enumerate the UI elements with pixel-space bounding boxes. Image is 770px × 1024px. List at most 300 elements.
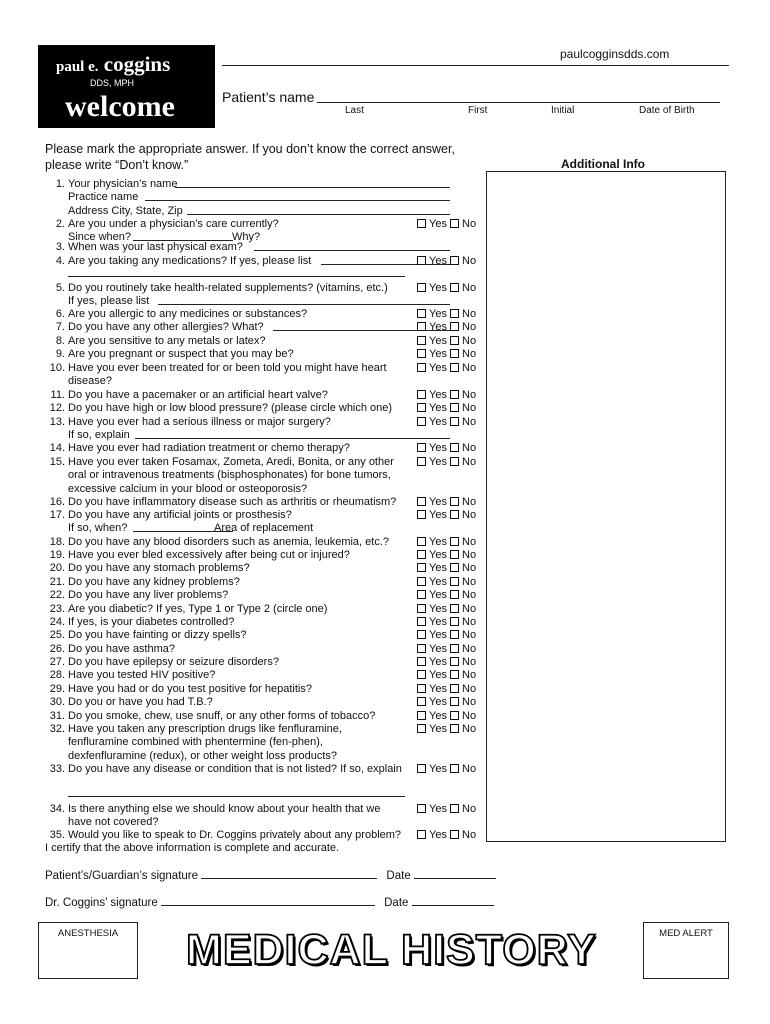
question-number: 7. [55, 321, 65, 333]
patient-name-field[interactable] [317, 102, 720, 103]
website-url: paulcogginsdds.com [560, 47, 670, 61]
question-number: 34. [49, 803, 65, 815]
no-label: No [462, 616, 477, 628]
doctor-date-label: Date [384, 897, 409, 909]
yes-label: Yes [429, 321, 447, 333]
yes-label: Yes [429, 496, 447, 508]
no-label: No [462, 255, 477, 267]
yes-no-options [417, 549, 476, 562]
no-checkbox[interactable] [450, 724, 459, 733]
question-row [45, 736, 495, 749]
yes-checkbox[interactable] [417, 403, 426, 412]
answer-blank[interactable] [254, 241, 450, 251]
additional-info-heading: Additional Info [561, 157, 645, 171]
no-checkbox[interactable] [450, 336, 459, 345]
yes-label: Yes [429, 763, 447, 775]
question-row [45, 362, 495, 375]
no-checkbox[interactable] [450, 457, 459, 466]
question-number: 25. [49, 629, 65, 641]
yes-label: Yes [429, 603, 447, 615]
certify-statement: I certify that the above information is complete and accurate. [45, 842, 340, 854]
question-text: Do you have epilepsy or seizure disorders? [68, 656, 279, 668]
yes-checkbox[interactable] [417, 563, 426, 572]
question-number: 26. [49, 643, 65, 655]
question-text: have not covered? [68, 816, 159, 829]
question-text: Do you have inflammatory disease such as arthritis or rheumatism? [68, 496, 397, 508]
question-text: If so, explain [68, 429, 130, 442]
question-row [45, 241, 495, 254]
initial-caption: Initial [551, 105, 575, 116]
yes-checkbox[interactable] [417, 322, 426, 331]
patient-signature-field[interactable] [201, 869, 377, 879]
question-row [45, 308, 495, 321]
no-label: No [462, 562, 477, 574]
question-number: 23. [49, 603, 65, 615]
question-row [45, 723, 495, 736]
no-label: No [462, 335, 477, 347]
yes-checkbox[interactable] [417, 283, 426, 292]
patient-signature-label: Patient’s/Guardian’s signature [45, 870, 199, 882]
yes-checkbox[interactable] [417, 309, 426, 318]
question-text: Would you like to speak to Dr. Coggins privately about any problem? [68, 829, 402, 841]
question-text: Have you ever been treated for or been told you might have heart [68, 362, 387, 374]
question-text: Why? [232, 231, 261, 244]
no-label: No [462, 308, 477, 320]
question-number: 2. [55, 218, 65, 230]
doctor-signature-label: Dr. Coggins’ signature [45, 897, 158, 909]
patient-name-label: Patient’s name [222, 89, 315, 105]
yes-checkbox[interactable] [417, 697, 426, 706]
question-text: Address City, State, Zip [68, 204, 183, 217]
no-checkbox[interactable] [450, 697, 459, 706]
yes-no-options [417, 643, 476, 656]
yes-label: Yes [429, 589, 447, 601]
no-checkbox[interactable] [450, 617, 459, 626]
doctor-signature-field[interactable] [161, 896, 375, 906]
question-number: 31. [49, 710, 65, 722]
question-row [45, 496, 495, 509]
question-row [45, 469, 495, 482]
no-checkbox[interactable] [450, 590, 459, 599]
question-row [45, 696, 495, 709]
yes-no-options [417, 589, 476, 602]
no-label: No [462, 218, 477, 230]
yes-checkbox[interactable] [417, 804, 426, 813]
question-text: If so, when? [68, 522, 128, 535]
yes-no-options [417, 362, 476, 375]
yes-label: Yes [429, 282, 447, 294]
question-row [45, 562, 495, 575]
yes-checkbox[interactable] [417, 497, 426, 506]
question-row [45, 416, 495, 429]
no-checkbox[interactable] [450, 670, 459, 679]
no-checkbox[interactable] [450, 390, 459, 399]
yes-no-options [417, 442, 476, 455]
yes-label: Yes [429, 536, 447, 548]
question-row [45, 522, 495, 535]
yes-no-options [417, 710, 476, 723]
yes-checkbox[interactable] [417, 349, 426, 358]
yes-no-options [417, 616, 476, 629]
yes-label: Yes [429, 576, 447, 588]
no-checkbox[interactable] [450, 283, 459, 292]
no-checkbox[interactable] [450, 537, 459, 546]
no-checkbox[interactable] [450, 830, 459, 839]
question-number: 14. [49, 442, 65, 454]
yes-label: Yes [429, 335, 447, 347]
question-row [45, 218, 495, 231]
yes-label: Yes [429, 416, 447, 428]
yes-no-options [417, 308, 476, 321]
no-label: No [462, 536, 477, 548]
yes-checkbox[interactable] [417, 256, 426, 265]
yes-no-options [417, 669, 476, 682]
yes-no-options [417, 348, 476, 361]
question-text: Have you tested HIV positive? [68, 669, 216, 681]
no-checkbox[interactable] [450, 309, 459, 318]
yes-no-options [417, 562, 476, 575]
no-label: No [462, 723, 477, 735]
yes-no-options [417, 496, 476, 509]
header-rule [222, 65, 729, 66]
question-number: 32. [49, 723, 65, 735]
question-row [45, 669, 495, 682]
question-number: 27. [49, 656, 65, 668]
yes-label: Yes [429, 829, 447, 841]
no-checkbox[interactable] [450, 630, 459, 639]
no-checkbox[interactable] [450, 657, 459, 666]
no-checkbox[interactable] [450, 417, 459, 426]
yes-checkbox[interactable] [417, 577, 426, 586]
yes-label: Yes [429, 562, 447, 574]
yes-checkbox[interactable] [417, 550, 426, 559]
yes-checkbox[interactable] [417, 724, 426, 733]
yes-checkbox[interactable] [417, 604, 426, 613]
question-text: If yes, is your diabetes controlled? [68, 616, 235, 628]
question-row [45, 710, 495, 723]
yes-label: Yes [429, 803, 447, 815]
yes-no-options [417, 723, 476, 736]
no-label: No [462, 603, 477, 615]
instructions: Please mark the appropriate answer. If you don’t know the correct answer, please write “Don’t know.” [45, 142, 455, 172]
yes-no-options [417, 829, 476, 842]
yes-no-options [417, 321, 476, 334]
question-row [45, 402, 495, 415]
question-row [45, 683, 495, 696]
question-row [45, 375, 495, 388]
yes-label: Yes [429, 218, 447, 230]
yes-checkbox[interactable] [417, 764, 426, 773]
question-row [45, 829, 495, 842]
question-row [45, 282, 495, 295]
no-label: No [462, 496, 477, 508]
question-number: 24. [49, 616, 65, 628]
no-checkbox[interactable] [450, 497, 459, 506]
yes-label: Yes [429, 402, 447, 414]
question-row [45, 803, 495, 816]
question-text: Are you sensitive to any metals or latex? [68, 335, 266, 347]
yes-label: Yes [429, 669, 447, 681]
practice-logo [38, 45, 215, 128]
logo-welcome: welcome [65, 90, 175, 123]
question-row [45, 255, 495, 268]
anesthesia-box[interactable]: ANESTHESIA [38, 922, 138, 979]
question-text: Have you ever bled excessively after being cut or injured? [68, 549, 350, 561]
question-row [45, 643, 495, 656]
question-number: 17. [49, 509, 65, 521]
no-label: No [462, 656, 477, 668]
logo-first-name: paul e. [56, 59, 99, 75]
yes-label: Yes [429, 456, 447, 468]
yes-checkbox[interactable] [417, 644, 426, 653]
yes-no-options [417, 402, 476, 415]
yes-checkbox[interactable] [417, 670, 426, 679]
no-label: No [462, 803, 477, 815]
question-text: Do you or have you had T.B.? [68, 696, 213, 708]
yes-checkbox[interactable] [417, 657, 426, 666]
question-number: 3. [55, 241, 65, 253]
question-text: If yes, please list [68, 295, 150, 308]
no-checkbox[interactable] [450, 256, 459, 265]
question-text: Are you diabetic? If yes, Type 1 or Type 2 (circle one) [68, 603, 328, 615]
no-checkbox[interactable] [450, 322, 459, 331]
no-checkbox[interactable] [450, 219, 459, 228]
yes-label: Yes [429, 362, 447, 374]
no-checkbox[interactable] [450, 604, 459, 613]
logo-name [56, 52, 170, 77]
no-label: No [462, 416, 477, 428]
yes-no-options [417, 696, 476, 709]
no-checkbox[interactable] [450, 563, 459, 572]
yes-label: Yes [429, 683, 447, 695]
answer-blank[interactable] [133, 522, 233, 532]
yes-no-options [417, 282, 476, 295]
no-label: No [462, 402, 477, 414]
no-label: No [462, 696, 477, 708]
question-text: Do you have any kidney problems? [68, 576, 240, 588]
question-row [45, 348, 495, 361]
answer-blank[interactable] [187, 205, 450, 215]
no-checkbox[interactable] [450, 363, 459, 372]
question-row [45, 763, 495, 776]
yes-label: Yes [429, 348, 447, 360]
no-checkbox[interactable] [450, 550, 459, 559]
yes-checkbox[interactable] [417, 219, 426, 228]
question-text: dexfenfluramine (redux), or other weight loss products? [68, 749, 338, 762]
yes-no-options [417, 763, 476, 776]
yes-label: Yes [429, 643, 447, 655]
page-title: MEDICAL HISTORY [186, 926, 597, 974]
question-number: 1. [55, 178, 65, 190]
question-row [45, 616, 495, 629]
no-label: No [462, 589, 477, 601]
no-label: No [462, 576, 477, 588]
yes-no-options [417, 576, 476, 589]
question-number: 33. [49, 763, 65, 775]
no-label: No [462, 683, 477, 695]
question-row [45, 205, 495, 218]
yes-no-options [417, 389, 476, 402]
no-checkbox[interactable] [450, 443, 459, 452]
no-checkbox[interactable] [450, 684, 459, 693]
no-label: No [462, 669, 477, 681]
question-number: 12. [49, 402, 65, 414]
question-number: 15. [49, 456, 65, 468]
no-label: No [462, 643, 477, 655]
question-number: 4. [55, 255, 65, 267]
answer-blank[interactable] [133, 231, 233, 241]
question-text: Area of replacement [214, 522, 314, 535]
no-checkbox[interactable] [450, 577, 459, 586]
no-label: No [462, 362, 477, 374]
question-text: Do you smoke, chew, use snuff, or any other forms of tobacco? [68, 710, 376, 722]
no-label: No [462, 829, 477, 841]
logo-credentials: DDS, MPH [90, 78, 135, 88]
yes-no-options [417, 456, 476, 469]
yes-checkbox[interactable] [417, 390, 426, 399]
question-row [45, 656, 495, 669]
no-label: No [462, 442, 477, 454]
no-checkbox[interactable] [450, 764, 459, 773]
question-row [45, 629, 495, 642]
yes-checkbox[interactable] [417, 617, 426, 626]
question-text: Have you ever taken Fosamax, Zometa, Aredi, Bonita, or any other [68, 456, 394, 468]
additional-info-box[interactable] [486, 171, 726, 842]
question-number: 11. [50, 389, 65, 401]
question-number: 30. [49, 696, 65, 708]
dob-caption: Date of Birth [639, 105, 695, 116]
question-number: 29. [49, 683, 65, 695]
yes-label: Yes [429, 389, 447, 401]
doctor-date-field[interactable] [412, 896, 494, 906]
no-label: No [462, 321, 477, 333]
yes-no-options [417, 255, 476, 268]
yes-checkbox[interactable] [417, 417, 426, 426]
yes-label: Yes [429, 308, 447, 320]
question-number: 5. [55, 282, 65, 294]
question-number: 22. [49, 589, 65, 601]
yes-no-options [417, 335, 476, 348]
question-text: disease? [68, 375, 113, 388]
yes-label: Yes [429, 656, 447, 668]
question-row [45, 442, 495, 455]
question-number: 21. [49, 576, 65, 588]
question-number: 19. [49, 549, 65, 561]
med-alert-box[interactable]: MED ALERT [643, 922, 729, 979]
answer-blank[interactable] [158, 295, 450, 305]
answer-blank[interactable] [145, 191, 450, 201]
question-text: fenfluramine combined with phentermine (fen-phen), [68, 736, 323, 749]
question-row [45, 589, 495, 602]
question-row [45, 295, 495, 308]
yes-checkbox[interactable] [417, 590, 426, 599]
no-label: No [462, 509, 477, 521]
question-row [45, 509, 495, 522]
answer-blank[interactable] [68, 796, 405, 797]
answer-blank[interactable] [68, 276, 405, 277]
yes-checkbox[interactable] [417, 336, 426, 345]
no-checkbox[interactable] [450, 711, 459, 720]
question-row [45, 549, 495, 562]
question-text: Since when? [68, 231, 131, 244]
question-text: Is there anything else we should know about your health that we [68, 803, 381, 815]
yes-checkbox[interactable] [417, 457, 426, 466]
question-number: 6. [55, 308, 65, 320]
no-label: No [462, 389, 477, 401]
question-text: Do you have any stomach problems? [68, 562, 250, 574]
question-text: Do you have any blood disorders such as anemia, leukemia, etc.? [68, 536, 390, 548]
no-checkbox[interactable] [450, 349, 459, 358]
question-text: Do you have fainting or dizzy spells? [68, 629, 247, 641]
question-row [45, 603, 495, 616]
yes-checkbox[interactable] [417, 537, 426, 546]
yes-no-options [417, 803, 476, 816]
no-checkbox[interactable] [450, 804, 459, 813]
question-row [45, 576, 495, 589]
question-number: 10. [49, 362, 65, 374]
question-text: Have you ever had radiation treatment or chemo therapy? [68, 442, 350, 454]
no-label: No [462, 763, 477, 775]
patient-signature-row [45, 869, 496, 882]
patient-date-label: Date [386, 870, 411, 882]
no-checkbox[interactable] [450, 510, 459, 519]
question-row [45, 335, 495, 348]
yes-checkbox[interactable] [417, 443, 426, 452]
question-text: Are you under a physician’s care currently? [68, 218, 279, 230]
question-text: When was your last physical exam? [68, 241, 243, 253]
question-text: Do you routinely take health-related supplements? (vitamins, etc.) [68, 282, 388, 294]
yes-checkbox[interactable] [417, 684, 426, 693]
answer-blank[interactable] [175, 178, 450, 188]
question-number: 13. [49, 416, 65, 428]
yes-checkbox[interactable] [417, 830, 426, 839]
question-text: excessive calcium in your blood or osteoporosis? [68, 482, 308, 495]
no-label: No [462, 629, 477, 641]
question-number: 8. [55, 335, 65, 347]
question-text: Have you taken any prescription drugs like fenfluramine, [68, 723, 342, 735]
no-label: No [462, 456, 477, 468]
no-label: No [462, 282, 477, 294]
yes-checkbox[interactable] [417, 630, 426, 639]
patient-date-field[interactable] [414, 869, 496, 879]
yes-checkbox[interactable] [417, 711, 426, 720]
yes-no-options [417, 416, 476, 429]
question-row [45, 321, 495, 334]
question-text: Do you have high or low blood pressure? (please circle which one) [68, 402, 393, 414]
no-label: No [462, 348, 477, 360]
question-text: Practice name [68, 191, 139, 204]
no-label: No [462, 710, 477, 722]
question-text: Have you had or do you test positive for hepatitis? [68, 683, 312, 695]
yes-checkbox[interactable] [417, 363, 426, 372]
yes-label: Yes [429, 710, 447, 722]
question-number: 16. [49, 496, 65, 508]
yes-label: Yes [429, 509, 447, 521]
yes-no-options [417, 509, 476, 522]
no-checkbox[interactable] [450, 644, 459, 653]
question-text: Do you have any artificial joints or prosthesis? [68, 509, 292, 521]
no-checkbox[interactable] [450, 403, 459, 412]
question-text: Your physician’s name [68, 178, 178, 190]
question-row [45, 389, 495, 402]
yes-checkbox[interactable] [417, 510, 426, 519]
last-name-caption: Last [345, 105, 364, 116]
question-text: Do you have any disease or condition that is not listed? If so, explain [68, 763, 402, 775]
question-number: 35. [49, 829, 65, 841]
answer-blank[interactable] [135, 429, 450, 439]
question-row [45, 191, 495, 204]
first-name-caption: First [468, 105, 488, 116]
